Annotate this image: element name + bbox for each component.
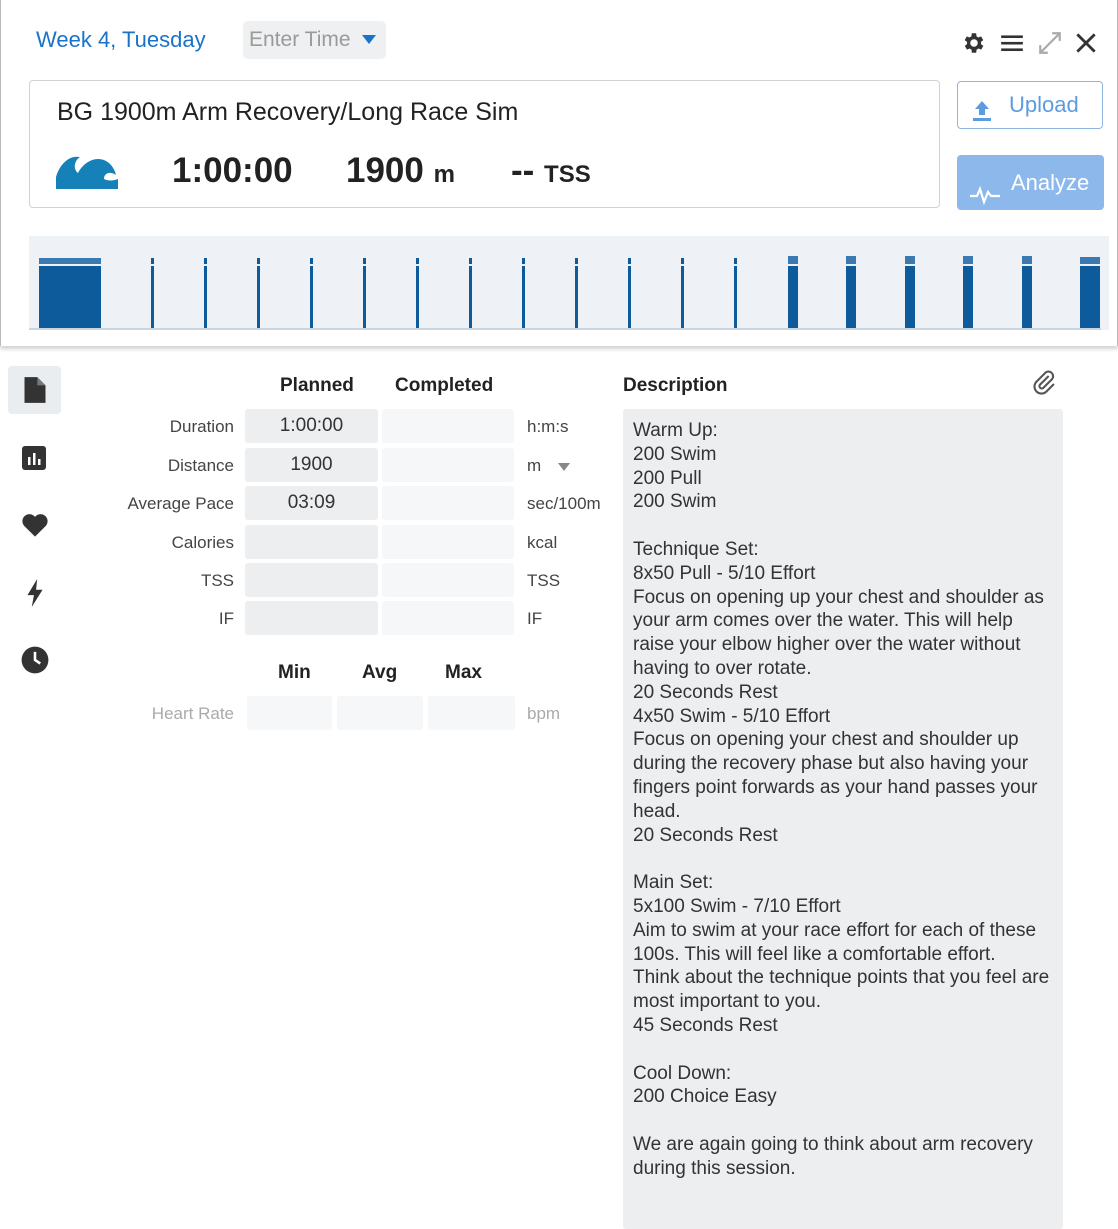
graph-block-cap [575, 258, 578, 264]
graph-block [734, 266, 737, 328]
graph-block-cap [310, 258, 313, 264]
graph-block [628, 266, 631, 328]
swim-wave-icon [56, 151, 118, 194]
distance-completed-input[interactable] [382, 448, 514, 482]
duration-completed-input[interactable] [382, 409, 514, 443]
calories-label: Calories [171, 533, 234, 552]
calories-completed-input[interactable] [382, 525, 514, 559]
graph-block [363, 266, 366, 328]
graph-block [522, 266, 525, 328]
duration-unit: h:m:s [527, 417, 569, 436]
hr-max-input[interactable] [428, 696, 515, 730]
graph-block-cap [363, 258, 366, 264]
distance-unit: m [433, 161, 455, 188]
if-unit: IF [527, 609, 543, 628]
graph-block-cap [204, 258, 207, 264]
upload-icon [970, 93, 994, 139]
paperclip-icon[interactable] [1030, 369, 1058, 402]
workout-tss [511, 151, 591, 191]
hr-avg-input[interactable] [337, 696, 423, 730]
calories-planned-input[interactable] [245, 525, 378, 559]
graph-block-cap [522, 258, 525, 264]
graph-block [846, 266, 856, 328]
workout-structure-graph[interactable] [29, 236, 1109, 330]
graph-block-cap [1080, 257, 1100, 264]
graph-block [151, 266, 154, 328]
clock-icon [21, 646, 49, 674]
graph-block [963, 266, 973, 328]
if-completed-input[interactable] [382, 601, 514, 635]
pace-unit: sec/100m [527, 494, 601, 513]
analyze-button[interactable] [957, 155, 1104, 210]
description-heading: Description [623, 375, 728, 396]
graph-block-cap [151, 258, 154, 264]
expand-icon[interactable] [1037, 30, 1063, 56]
analyze-label: Analyze [1011, 170, 1090, 195]
enter-time-placeholder: Enter Time [249, 28, 351, 51]
graph-block-cap [469, 258, 472, 264]
upload-label: Upload [1009, 92, 1079, 117]
workout-header-panel [0, 0, 1118, 346]
workout-summary-card [29, 80, 940, 208]
graph-block-cap [963, 256, 973, 264]
hr-max-header: Max [445, 662, 482, 683]
graph-block [204, 266, 207, 328]
side-nav-summary[interactable] [8, 366, 61, 414]
graph-block [788, 266, 798, 328]
graph-block [310, 266, 313, 328]
graph-block [575, 266, 578, 328]
tss-unit: TSS [544, 161, 591, 188]
side-nav-history[interactable] [8, 635, 61, 683]
hr-min-header: Min [278, 662, 311, 683]
graph-block-cap [681, 258, 684, 264]
pulse-icon [969, 171, 1001, 226]
caret-down-icon [362, 35, 376, 44]
hr-avg-header: Avg [362, 662, 398, 683]
distance-value: 1900 [346, 151, 424, 190]
workout-title[interactable]: BG 1900m Arm Recovery/Long Race Sim [57, 98, 519, 126]
graph-block-cap [628, 258, 631, 264]
duration-planned-input[interactable]: 1:00:00 [245, 409, 378, 443]
graph-block-cap [846, 256, 856, 264]
week-day-label[interactable]: Week 4, Tuesday [36, 27, 206, 52]
graph-block [257, 266, 260, 328]
menu-icon[interactable] [999, 30, 1025, 56]
graph-block-cap [734, 258, 737, 264]
completed-header: Completed [395, 375, 494, 396]
tss-unit-label: TSS [527, 571, 561, 590]
upload-button[interactable] [957, 81, 1103, 129]
distance-unit-value: m [527, 456, 542, 475]
calories-unit: kcal [527, 533, 558, 552]
distance-unit-select[interactable] [527, 456, 570, 476]
graph-block [1022, 266, 1032, 328]
workout-duration: 1:00:00 [172, 151, 293, 190]
graph-block [469, 266, 472, 328]
close-icon[interactable] [1073, 30, 1099, 56]
graph-block-cap [1022, 256, 1032, 264]
graph-block-cap [416, 258, 419, 264]
heart-rate-label: Heart Rate [151, 704, 234, 723]
graph-block-cap [257, 258, 260, 264]
gear-icon[interactable] [961, 30, 987, 56]
hr-unit: bpm [527, 704, 561, 723]
tss-planned-input[interactable] [245, 563, 378, 597]
graph-block [905, 266, 915, 328]
workout-distance [346, 151, 455, 191]
distance-label: Distance [167, 456, 234, 475]
if-planned-input[interactable] [245, 601, 378, 635]
graph-block-cap [905, 256, 915, 264]
if-label: IF [218, 609, 234, 628]
pace-planned-input[interactable]: 03:09 [245, 486, 378, 520]
graph-block [39, 266, 101, 328]
document-icon [23, 376, 47, 404]
enter-time-dropdown[interactable] [243, 21, 386, 59]
hr-min-input[interactable] [247, 696, 332, 730]
average-pace-label: Average Pace [127, 494, 234, 513]
graph-baseline [29, 328, 1101, 330]
duration-label: Duration [169, 417, 234, 436]
graph-block-cap [788, 256, 798, 264]
graph-block [681, 266, 684, 328]
graph-block [1080, 266, 1100, 328]
pace-completed-input[interactable] [382, 486, 514, 520]
tss-value: -- [511, 151, 535, 190]
description-textarea[interactable]: Warm Up: 200 Swim 200 Pull 200 Swim Technique Set: 8x50 Pull - 5/10 Effort Focus on opening up your chest and shoulder as your arm comes over the water. This will help raise your elbow higher over the water without having to over rotate. 20 Seconds Rest 4x50 Swim - 5/10 Effort Focus on opening your chest and shoulder up during the recovery phase but also having your fingers point forwards as your hand passes your head. 20 Seconds Rest Main Set: 5x100 Swim - 7/10 Effort Aim to swim at your race effort for each of these 100s. This will feel like a comfortable effort. Think about the technique points that you feel are most important to you. 45 Seconds Rest Cool Down: 200 Choice Easy We are again going to think about arm recovery during this session. [623, 409, 1063, 1229]
distance-planned-input[interactable]: 1900 [245, 448, 378, 482]
planned-header: Planned [280, 375, 354, 396]
tss-label: TSS [200, 571, 234, 590]
tss-completed-input[interactable] [382, 563, 514, 597]
graph-block-cap [39, 258, 101, 264]
caret-down-icon [558, 463, 570, 471]
graph-block [416, 266, 419, 328]
